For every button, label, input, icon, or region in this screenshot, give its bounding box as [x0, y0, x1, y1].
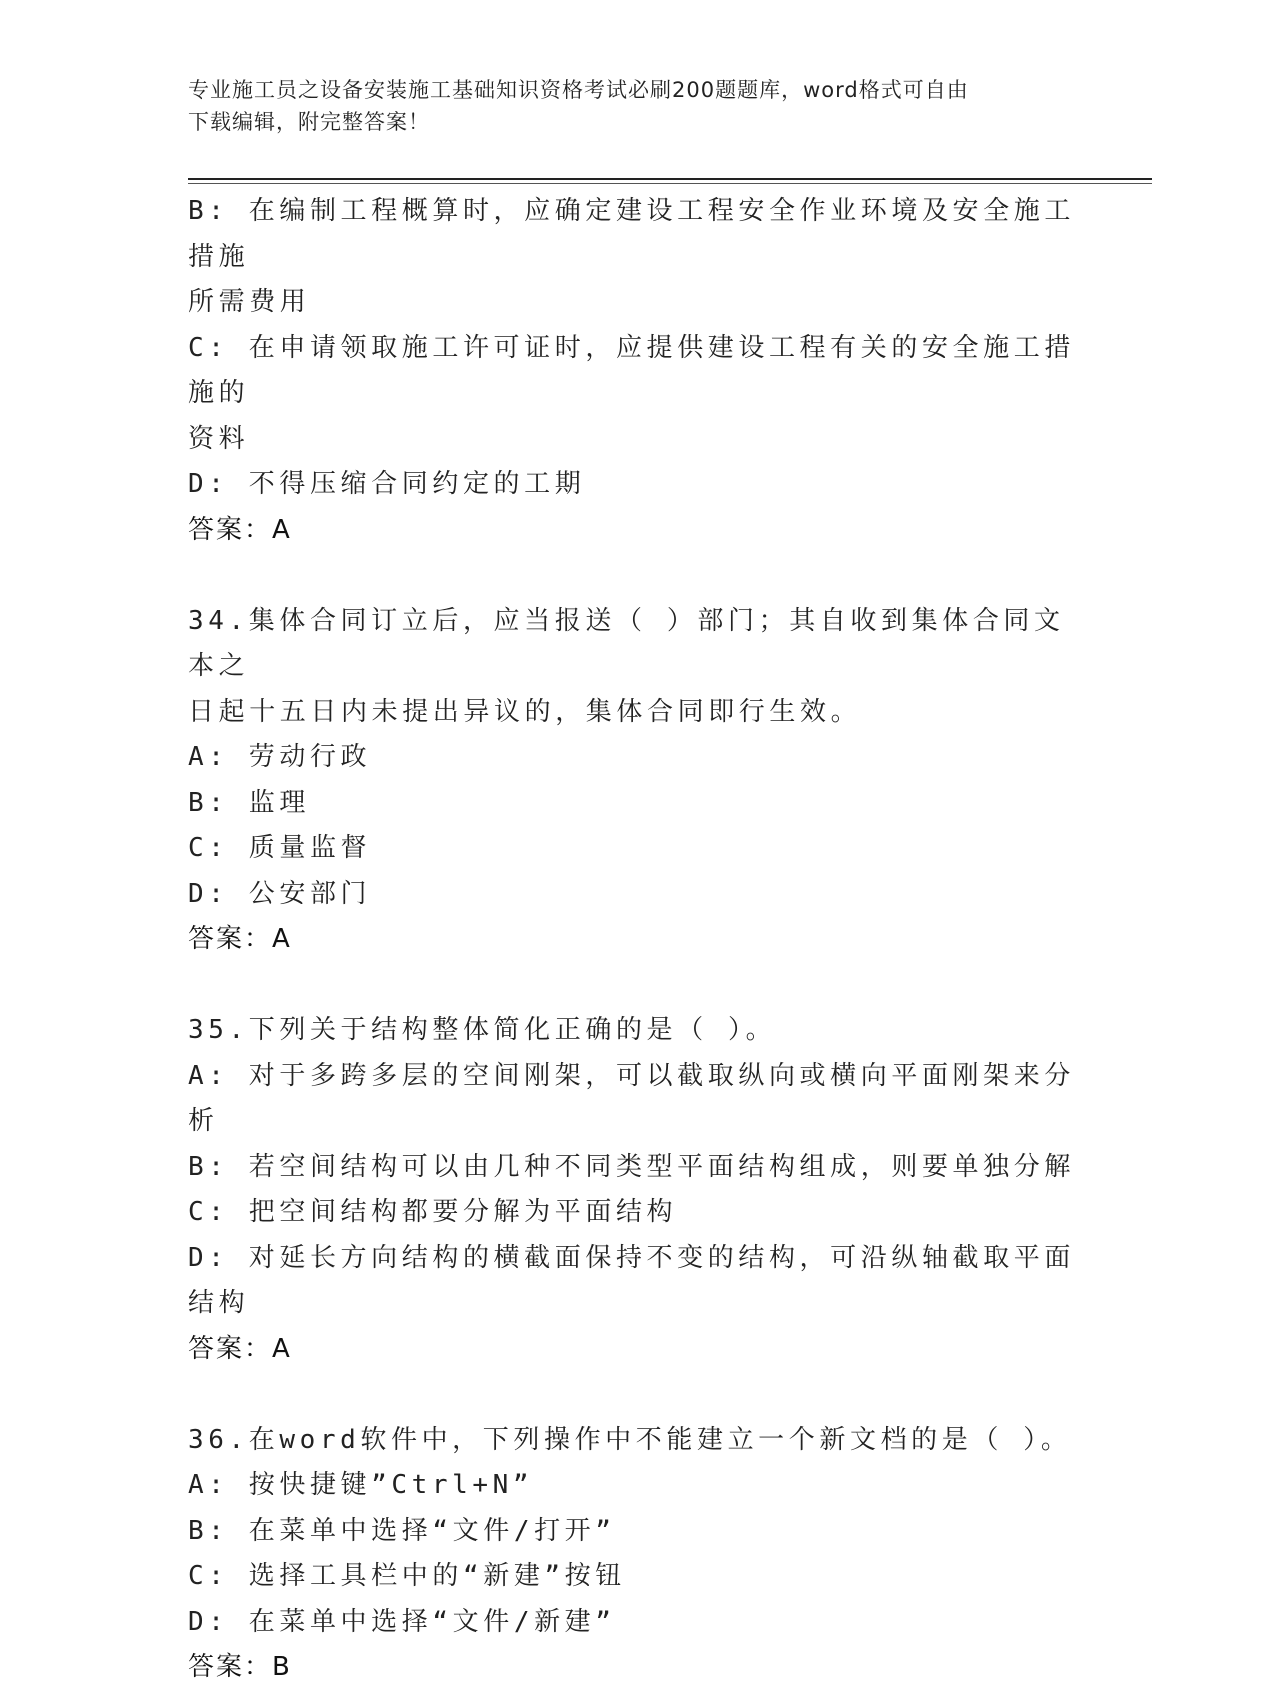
option-b: B: 监理: [188, 787, 310, 818]
option-a: A: 劳动行政: [188, 742, 372, 772]
header-line-2: 下载编辑，附完整答案！: [188, 110, 430, 134]
option-b-line-1: B: 在编制工程概算时，应确定建设工程安全作业环境及安全施工措施: [188, 196, 1075, 272]
header-divider-thin: [188, 183, 1152, 184]
option-b-line-2: 所需费用: [188, 287, 311, 317]
question-35: [188, 1008, 1088, 1372]
answer-35: 答案：A: [188, 1333, 292, 1364]
question-stem-line-1: 35.下列关于结构整体简化正确的是（ ）。: [188, 1015, 777, 1045]
option-b: B: 在菜单中选择“文件/打开”: [188, 1515, 616, 1546]
option-b: B: 若空间结构可以由几种不同类型平面结构组成，则要单独分解: [188, 1151, 1075, 1182]
option-c: C: 选择工具栏中的“新建”按钮: [188, 1561, 626, 1591]
header-divider-thick: [188, 178, 1152, 180]
option-a: A: 对于多跨多层的空间刚架，可以截取纵向或横向平面刚架来分析: [188, 1060, 1075, 1136]
option-d: D: 对延长方向结构的横截面保持不变的结构，可沿纵轴截取平面结构: [188, 1242, 1075, 1318]
option-d: D: 在菜单中选择“文件/新建”: [188, 1606, 616, 1637]
question-34: [188, 599, 1088, 963]
answer-36: 答案：B: [188, 1652, 292, 1682]
answer-34: 答案：A: [188, 924, 292, 954]
option-c-line-1: C: 在申请领取施工许可证时，应提供建设工程有关的安全施工措施的: [188, 332, 1075, 408]
option-c: C: 把空间结构都要分解为平面结构: [188, 1197, 678, 1227]
spacer: [188, 963, 1088, 1009]
option-d: D: 不得压缩合同约定的工期: [188, 469, 586, 499]
option-c: C: 质量监督: [188, 833, 372, 863]
document-header: [188, 74, 1068, 138]
option-c-line-2: 资料: [188, 423, 250, 454]
spacer: [188, 1372, 1088, 1418]
question-stem-line-2: 日起十五日内未提出异议的，集体合同即行生效。: [188, 696, 862, 727]
question-33-continued: [188, 189, 1088, 553]
header-line-1: 专业施工员之设备安装施工基础知识资格考试必刷200题题库，word格式可自由: [188, 78, 969, 102]
document-body: [188, 189, 1088, 1691]
question-stem-line-1: 36.在word软件中，下列操作中不能建立一个新文档的是（ ）。: [188, 1424, 1072, 1455]
spacer: [188, 553, 1088, 599]
question-stem-line-1: 34.集体合同订立后，应当报送（ ）部门；其自收到集体合同文本之: [188, 605, 1065, 681]
option-a: A: 按快捷键”Ctrl+N”: [188, 1470, 534, 1500]
answer-33: 答案：A: [188, 514, 292, 545]
option-d: D: 公安部门: [188, 878, 372, 909]
